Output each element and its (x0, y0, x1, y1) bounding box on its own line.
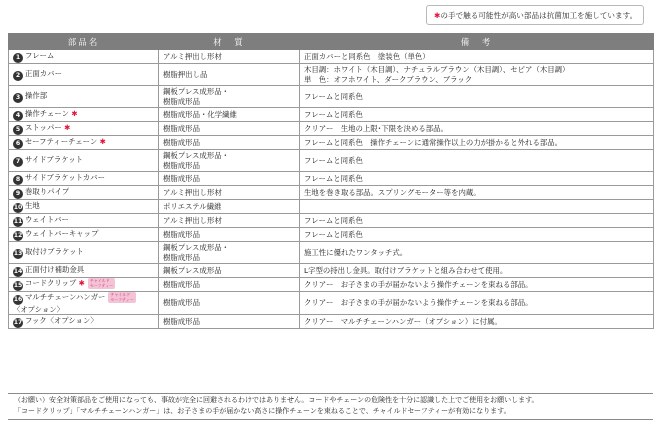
number-badge-icon: 9 (13, 189, 23, 199)
remarks-text: フレームと同系色 (304, 215, 363, 225)
child-safety-badge (108, 292, 135, 303)
number-badge-icon: 3 (13, 93, 23, 103)
part-name: フレーム (25, 50, 55, 60)
material-text: 鋼板プレス成形品・ (163, 150, 229, 160)
material-text: 樹脂成形品 (163, 229, 200, 239)
table-row (9, 315, 654, 329)
remarks-cell (300, 64, 654, 86)
number-badge-icon: 6 (13, 139, 23, 149)
material-cell (159, 264, 300, 278)
material-text: ポリエステル繊維 (163, 201, 222, 211)
material-cell (159, 150, 300, 172)
antibacterial-note-text: の手で触る可能性が高い部品は抗菌加工を施しています。 (440, 11, 638, 20)
number-badge-icon: 12 (13, 231, 23, 239)
part-name: 操作チェーン (25, 108, 69, 118)
part-cell (9, 86, 159, 108)
number-badge-icon: 2 (13, 71, 23, 81)
remarks-cell (300, 172, 654, 186)
table-row (9, 50, 654, 64)
material-text: 樹脂成形品 (163, 316, 200, 326)
part-cell (9, 315, 159, 329)
material-text: 樹脂成形品 (163, 123, 200, 133)
material-text: アルミ押出し形材 (163, 215, 222, 225)
part-cell (9, 64, 159, 86)
table-header-row (9, 34, 654, 50)
material-text-line-2: 樹脂成形品 (163, 96, 200, 106)
remarks-text: クリアー お子さまの手が届かないよう操作チェーンを束ねる部品。 (304, 279, 533, 289)
remarks-text: クリアー 生地の上限･下限を決める部品。 (304, 123, 448, 133)
asterisk-icon: ✱ (99, 136, 106, 146)
material-text: 樹脂成形品 (163, 173, 200, 183)
remarks-text: クリアー マルチチェーンハンガー（オプション）に付属。 (304, 316, 502, 326)
child-safety-badge (88, 278, 115, 289)
number-badge-icon: 7 (13, 157, 23, 167)
table-row (9, 136, 654, 150)
material-text: 鋼板プレス成形品 (163, 265, 222, 275)
material-cell (159, 50, 300, 64)
number-badge-icon: 14 (13, 267, 23, 275)
header-material: 材 質 (159, 34, 300, 50)
number-badge-icon: 11 (13, 217, 23, 225)
remarks-text: 木目調：ホワイト（木目調）、ナチュラルブラウン（木目調）、セピア（木目調） (304, 64, 570, 74)
remarks-cell (300, 50, 654, 64)
remarks-cell (300, 264, 654, 278)
remarks-text: フレームと同系色 (304, 229, 363, 239)
part-cell (9, 200, 159, 214)
remarks-text: フレームと同系色 (304, 155, 363, 165)
table-row (9, 150, 654, 172)
remarks-text: クリアー お子さまの手が届かないよう操作チェーンを束ねる部品。 (304, 298, 533, 308)
material-text: アルミ押出し形材 (163, 51, 222, 61)
material-text: 鋼板プレス成形品・ (163, 86, 229, 96)
table-row (9, 214, 654, 228)
material-cell (159, 64, 300, 86)
header-remarks: 備 考 (300, 34, 654, 50)
footnote-line-2: 「コードクリップ」「マルチチェーンハンガー」は、お子さまの手が届かない高さに操作チェーンを束ねることで、チャイルドセーフティーが有効になります。 (14, 407, 511, 415)
material-cell (159, 315, 300, 329)
material-cell (159, 122, 300, 136)
material-cell (159, 228, 300, 242)
part-cell (9, 228, 159, 242)
part-name: サイドブラケットカバー (25, 172, 105, 182)
child-safety-badge-line1: チャイルド (89, 278, 110, 284)
part-cell (9, 172, 159, 186)
table-row (9, 122, 654, 136)
part-cell (9, 122, 159, 136)
number-badge-icon: 13 (13, 249, 23, 257)
material-text: 樹脂成形品・化学繊維 (163, 109, 237, 119)
material-text: アルミ押出し形材 (163, 187, 222, 197)
remarks-text: 施工性に優れたワンタッチ式。 (304, 247, 408, 257)
parts-table (8, 33, 654, 329)
part-name: 正面カバー (25, 68, 62, 78)
material-text: 樹脂成形品 (163, 279, 200, 289)
child-safety-badge-line2: セーフティー (89, 282, 114, 288)
remarks-cell (300, 136, 654, 150)
material-cell (159, 200, 300, 214)
part-name: 巻取りパイプ (25, 186, 70, 196)
part-cell (9, 264, 159, 278)
antibacterial-note (426, 5, 644, 25)
footnotes (8, 393, 653, 420)
remarks-cell (300, 214, 654, 228)
part-cell (9, 292, 159, 315)
part-name: 生地 (25, 200, 40, 210)
table-body (9, 50, 654, 329)
remarks-cell (300, 315, 654, 329)
table-row (9, 278, 654, 292)
material-cell (159, 278, 300, 292)
material-text: 鋼板プレス成形品・ (163, 242, 229, 252)
asterisk-icon: ✱ (78, 278, 85, 288)
remarks-cell (300, 200, 654, 214)
number-badge-icon: 16 (13, 295, 23, 303)
material-cell (159, 292, 300, 315)
number-badge-icon: 5 (13, 125, 23, 135)
material-cell (159, 86, 300, 108)
asterisk-icon: ✱ (64, 122, 71, 132)
material-text: 樹脂成形品 (163, 137, 200, 147)
remarks-text: フレームと同系色 操作チェーンに通常操作以上の力が掛かると外れる部品。 (304, 137, 563, 147)
remarks-text-line-2: 単 色：オフホワイト、ダークブラウン、ブラック (304, 74, 473, 84)
part-cell (9, 242, 159, 264)
material-text-line-2: 樹脂成形品 (163, 252, 200, 262)
material-text-line-2: 樹脂成形品 (163, 160, 200, 170)
table-row (9, 264, 654, 278)
remarks-text: フレームと同系色 (304, 91, 363, 101)
part-name: フック〈オプション〉 (25, 315, 98, 325)
part-name-line-2: 〈オプション〉 (13, 304, 65, 314)
remarks-cell (300, 278, 654, 292)
material-text: 樹脂押出し品 (163, 69, 208, 79)
part-cell (9, 214, 159, 228)
table-row (9, 186, 654, 200)
part-cell (9, 50, 159, 64)
material-cell (159, 186, 300, 200)
part-cell (9, 186, 159, 200)
number-badge-icon: 4 (13, 111, 23, 121)
asterisk-icon: ✱ (434, 11, 441, 20)
remarks-cell (300, 242, 654, 264)
table-row (9, 228, 654, 242)
material-cell (159, 172, 300, 186)
table-row (9, 64, 654, 86)
part-name: 正面付け補助金具 (25, 264, 85, 274)
number-badge-icon: 1 (13, 53, 23, 63)
part-name: セーフティーチェーン (25, 136, 98, 146)
number-badge-icon: 8 (13, 175, 23, 185)
table-row (9, 86, 654, 108)
part-cell (9, 278, 159, 292)
remarks-text: 生地を巻き取る部品。スプリングモーター等を内蔵。 (304, 187, 481, 197)
table-row (9, 292, 654, 315)
material-cell (159, 242, 300, 264)
asterisk-icon: ✱ (71, 108, 78, 118)
remarks-cell (300, 86, 654, 108)
number-badge-icon: 17 (13, 318, 23, 326)
remarks-cell (300, 292, 654, 315)
part-name: ストッパー (25, 122, 62, 132)
remarks-text: 正面カバーと同系色 塗装色（単色） (304, 51, 430, 61)
remarks-cell (300, 228, 654, 242)
remarks-cell (300, 150, 654, 172)
footnote-line-1: （お願い）安全対策部品をご使用になっても、事故が完全に回避されるわけではありません。コードやチェーンの危険性を十分に認識した上でご使用をお願いします。 (14, 396, 539, 404)
part-name: マルチチェーンハンガー (25, 292, 106, 302)
part-name: 操作部 (25, 90, 48, 100)
part-cell (9, 136, 159, 150)
table-row (9, 108, 654, 122)
table-row (9, 200, 654, 214)
part-name: ウェイトバー (25, 214, 69, 224)
remarks-cell (300, 108, 654, 122)
remarks-text: フレームと同系色 (304, 173, 363, 183)
number-badge-icon: 10 (13, 203, 23, 211)
remarks-text: フレームと同系色 (304, 109, 363, 119)
number-badge-icon: 15 (13, 281, 23, 289)
part-cell (9, 108, 159, 122)
remarks-cell (300, 122, 654, 136)
remarks-text: L字型の持出し金具。取付けブラケットと組み合わせて使用。 (304, 265, 508, 275)
part-name: ウェイトバーキャップ (25, 228, 99, 238)
remarks-cell (300, 186, 654, 200)
material-cell (159, 108, 300, 122)
part-name: コードクリップ (25, 278, 77, 288)
table-row (9, 242, 654, 264)
header-part: 部品名 (9, 34, 159, 50)
child-safety-badge-line2: セーフティー (110, 296, 134, 302)
material-cell (159, 136, 300, 150)
child-safety-badge-line1: チャイルド (110, 292, 131, 297)
part-name: 取付けブラケット (25, 246, 84, 256)
material-cell (159, 214, 300, 228)
table-row (9, 172, 654, 186)
material-text: 樹脂成形品 (163, 298, 200, 308)
part-name: サイドブラケット (25, 154, 84, 164)
part-cell (9, 150, 159, 172)
